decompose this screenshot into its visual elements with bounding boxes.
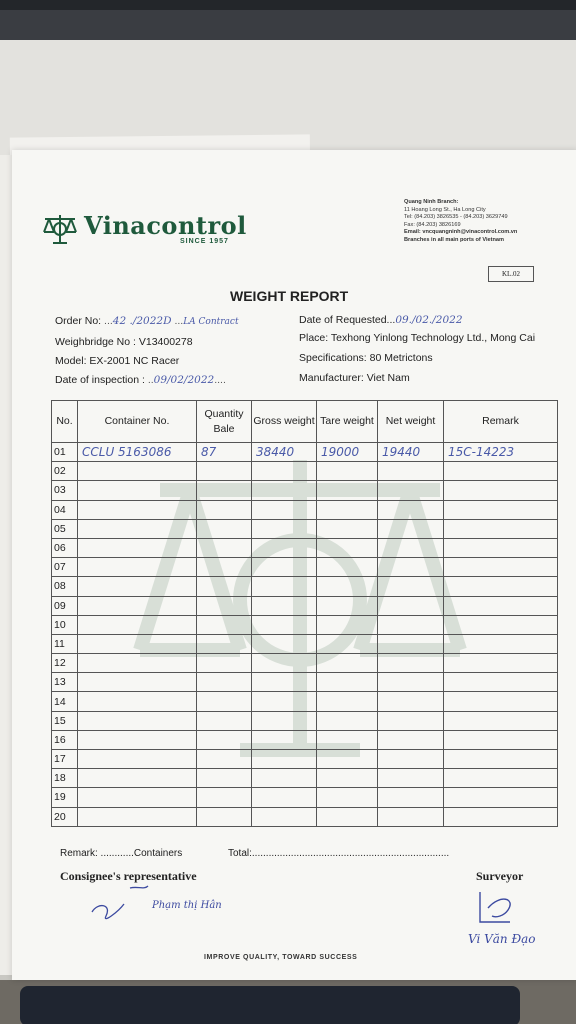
date-of-inspection: Date of inspection : ..09/02/2022....: [55, 374, 226, 386]
cell-net: [378, 692, 444, 711]
cell-tare: [317, 596, 378, 615]
cell-container: [78, 750, 197, 769]
header-container: Container No.: [78, 401, 197, 443]
surveyor-signature: [470, 888, 530, 932]
report-title: WEIGHT REPORT: [230, 288, 349, 304]
header-tare: Tare weight: [317, 401, 378, 443]
table-row: [52, 692, 558, 711]
cell-remark: [444, 673, 558, 692]
order-label: Order No:: [55, 315, 102, 327]
requested-value: 09./02./2022: [395, 314, 463, 326]
cell-container: [78, 519, 197, 538]
cell-no: 16: [52, 730, 78, 749]
cell-tare: [317, 711, 378, 730]
cell-remark: [444, 750, 558, 769]
cell-gross: [252, 807, 317, 826]
cell-no: 11: [52, 634, 78, 653]
cell-net: [378, 654, 444, 673]
cell-container: [78, 673, 197, 692]
requested-label: Date of Requested...: [299, 314, 396, 326]
footer-slogan: IMPROVE QUALITY, TOWARD SUCCESS: [204, 954, 358, 961]
cell-bale: [197, 730, 252, 749]
cell-gross: [252, 769, 317, 788]
table-row: [52, 462, 558, 481]
cell-container: [78, 711, 197, 730]
cell-tare: [317, 673, 378, 692]
header-remark: Remark: [444, 401, 558, 443]
cell-remark: [444, 807, 558, 826]
cell-gross: [252, 692, 317, 711]
cell-no: 19: [52, 788, 78, 807]
cell-net: [378, 481, 444, 500]
cell-remark: [444, 634, 558, 653]
cell-bale: [197, 807, 252, 826]
cell-net: [378, 615, 444, 634]
cell-bale: [197, 673, 252, 692]
cell-no: 06: [52, 538, 78, 557]
cell-tare: [317, 634, 378, 653]
branch-info: [404, 199, 574, 244]
cell-no: 12: [52, 654, 78, 673]
cell-container: [78, 769, 197, 788]
cell-bale: [197, 558, 252, 577]
cell-bale: [197, 577, 252, 596]
cell-remark: [444, 577, 558, 596]
scale-logo-icon: [42, 212, 78, 246]
table-row: [52, 807, 558, 826]
cell-no: 01: [52, 443, 78, 462]
table-row: [52, 481, 558, 500]
cell-net: [378, 500, 444, 519]
cell-container: [78, 634, 197, 653]
table-row: [52, 711, 558, 730]
cell-no: 20: [52, 807, 78, 826]
cell-remark: 15C-14223: [444, 443, 558, 462]
cell-no: 17: [52, 750, 78, 769]
cell-remark: [444, 538, 558, 557]
cell-remark: [444, 558, 558, 577]
cell-bale: [197, 654, 252, 673]
cell-net: [378, 769, 444, 788]
cell-net: [378, 634, 444, 653]
cell-gross: [252, 673, 317, 692]
cell-no: 02: [52, 462, 78, 481]
cell-tare: [317, 769, 378, 788]
cell-no: 08: [52, 577, 78, 596]
inspection-value: 09/02/2022: [153, 374, 215, 386]
branch-fax: Fax: (84.203) 3826169: [404, 221, 461, 228]
weight-table: [51, 400, 558, 827]
cell-container: [78, 577, 197, 596]
cell-remark: [444, 769, 558, 788]
cell-remark: [444, 481, 558, 500]
header-bale: Quantity Bale: [197, 401, 252, 443]
cell-tare: [317, 692, 378, 711]
table-row: [52, 634, 558, 653]
cell-bale: [197, 596, 252, 615]
cell-container: CCLU 5163086: [78, 443, 197, 462]
cell-tare: [317, 654, 378, 673]
cell-bale: [197, 615, 252, 634]
cell-gross: [252, 654, 317, 673]
cell-bale: [197, 711, 252, 730]
table-row: [52, 654, 558, 673]
cell-remark: [444, 500, 558, 519]
cell-tare: [317, 615, 378, 634]
branch-network: Branches in all main ports of Vietnam: [404, 236, 504, 243]
cell-gross: [252, 519, 317, 538]
cell-gross: [252, 500, 317, 519]
cell-net: [378, 577, 444, 596]
cell-net: [378, 538, 444, 557]
table-row: [52, 577, 558, 596]
cell-gross: [252, 596, 317, 615]
cell-container: [78, 692, 197, 711]
cell-tare: [317, 807, 378, 826]
cell-net: [378, 673, 444, 692]
header-net: Net weight: [378, 401, 444, 443]
consignee-signature-name: Phạm thị Hân: [152, 900, 222, 911]
cell-container: [78, 807, 197, 826]
table-row: [52, 538, 558, 557]
form-code: KL.02: [488, 266, 534, 282]
cell-remark: [444, 711, 558, 730]
cell-container: [78, 500, 197, 519]
cell-bale: [197, 769, 252, 788]
table-header-row: [52, 401, 558, 443]
cell-gross: [252, 577, 317, 596]
table-row: [52, 730, 558, 749]
cell-container: [78, 788, 197, 807]
cell-bale: [197, 538, 252, 557]
header-gross: Gross weight: [252, 401, 317, 443]
consignee-signature: [88, 882, 158, 926]
cell-tare: 19000: [317, 443, 378, 462]
cell-tare: [317, 730, 378, 749]
cell-container: [78, 730, 197, 749]
cell-gross: [252, 538, 317, 557]
cell-gross: [252, 558, 317, 577]
table-row: [52, 558, 558, 577]
cell-no: 14: [52, 692, 78, 711]
cell-no: 09: [52, 596, 78, 615]
cell-gross: [252, 788, 317, 807]
table-row: [52, 615, 558, 634]
date-requested: [299, 314, 463, 326]
table-row: [52, 750, 558, 769]
cell-net: [378, 519, 444, 538]
total-line: Total:.......................................................................: [228, 848, 450, 859]
cell-net: [378, 788, 444, 807]
cell-no: 03: [52, 481, 78, 500]
branch-email: Email: vncquangninh@vinacontrol.com.vn: [404, 229, 518, 235]
cell-net: [378, 462, 444, 481]
cell-container: [78, 538, 197, 557]
cell-remark: [444, 692, 558, 711]
cell-bale: [197, 750, 252, 769]
cell-tare: [317, 481, 378, 500]
table-row: [52, 769, 558, 788]
cell-remark: [444, 596, 558, 615]
cell-net: [378, 711, 444, 730]
order-value: 42 ./2022D: [112, 315, 172, 327]
cell-gross: [252, 634, 317, 653]
cell-container: [78, 558, 197, 577]
order-number: Order No: ...42 ./2022D ...LA Contract: [55, 315, 239, 327]
table-row: [52, 500, 558, 519]
cell-no: 10: [52, 615, 78, 634]
cell-container: [78, 654, 197, 673]
cell-tare: [317, 558, 378, 577]
cell-gross: [252, 481, 317, 500]
cell-remark: [444, 615, 558, 634]
cell-no: 13: [52, 673, 78, 692]
cell-net: [378, 750, 444, 769]
cell-bale: [197, 519, 252, 538]
cell-bale: 87: [197, 443, 252, 462]
cell-remark: [444, 654, 558, 673]
cell-gross: [252, 750, 317, 769]
model: Model: EX-2001 NC Racer: [55, 355, 180, 367]
cell-no: 15: [52, 711, 78, 730]
cell-gross: 38440: [252, 443, 317, 462]
cell-no: 18: [52, 769, 78, 788]
cell-bale: [197, 462, 252, 481]
table-row: [52, 673, 558, 692]
consignee-label: Consignee's representative: [60, 869, 197, 883]
specifications: Specifications: 80 Metrictons: [299, 352, 433, 364]
cell-container: [78, 615, 197, 634]
cell-tare: [317, 462, 378, 481]
surveyor-label: Surveyor: [476, 869, 524, 883]
branch-tel: Tel: (84.203) 3826535 - (84.203) 3629749: [404, 214, 508, 220]
cell-bale: [197, 634, 252, 653]
cell-tare: [317, 577, 378, 596]
cell-container: [78, 481, 197, 500]
brand-name: Vinacontrol: [84, 211, 247, 240]
cell-gross: [252, 462, 317, 481]
table-row: [52, 519, 558, 538]
cell-gross: [252, 711, 317, 730]
place: Place: Texhong Yinlong Technology Ltd., Mong Cai: [299, 332, 536, 344]
cell-remark: [444, 788, 558, 807]
cell-tare: [317, 538, 378, 557]
table-row: [52, 788, 558, 807]
cell-net: [378, 807, 444, 826]
manufacturer: Manufacturer: Viet Nam: [299, 372, 410, 384]
cell-bale: [197, 692, 252, 711]
cell-container: [78, 596, 197, 615]
inspection-label: Date of inspection :: [55, 374, 145, 386]
cell-bale: [197, 500, 252, 519]
cell-tare: [317, 519, 378, 538]
order-handwritten: LA Contract: [183, 317, 239, 327]
cell-remark: [444, 519, 558, 538]
cell-no: 05: [52, 519, 78, 538]
cell-bale: [197, 481, 252, 500]
cell-remark: [444, 730, 558, 749]
branch-address: 11 Hoang Long St., Ha Long City: [404, 206, 486, 213]
table-row: [52, 443, 558, 462]
table-row: [52, 596, 558, 615]
brand-since: SINCE 1957: [180, 238, 229, 245]
cell-no: 07: [52, 558, 78, 577]
cell-bale: [197, 788, 252, 807]
cell-tare: [317, 500, 378, 519]
cell-gross: [252, 615, 317, 634]
background-desk: [0, 980, 576, 1024]
cell-remark: [444, 462, 558, 481]
cell-net: [378, 558, 444, 577]
cell-container: [78, 462, 197, 481]
cell-tare: [317, 750, 378, 769]
cell-no: 04: [52, 500, 78, 519]
surveyor-signature-name: Vi Văn Đạo: [468, 932, 536, 946]
cell-gross: [252, 730, 317, 749]
remark-line: Remark: ............Containers: [60, 848, 183, 859]
cell-net: [378, 730, 444, 749]
cell-net: [378, 596, 444, 615]
weighbridge-number: Weighbridge No : V13400278: [55, 336, 193, 348]
branch-name: Quang Ninh Branch:: [404, 199, 459, 205]
cell-tare: [317, 788, 378, 807]
header-no: No.: [52, 401, 78, 443]
cell-net: 19440: [378, 443, 444, 462]
